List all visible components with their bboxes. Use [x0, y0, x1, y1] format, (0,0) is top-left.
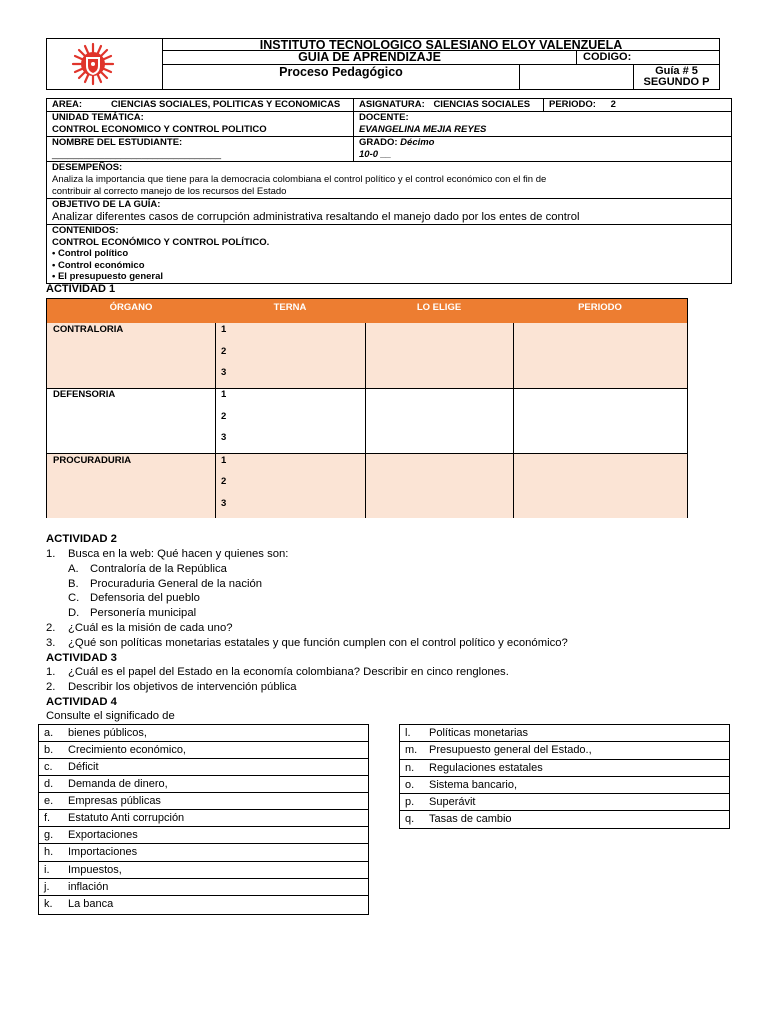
item-letter: c. — [44, 761, 53, 773]
item-letter: b. — [44, 744, 54, 756]
terna-number: 1 — [221, 324, 227, 335]
segundo-periodo: SEGUNDO P — [643, 76, 710, 88]
table-row-defensoria — [47, 388, 687, 453]
item-letter: f. — [44, 812, 51, 824]
actividad4-intro: Consulte el significado de — [46, 710, 175, 722]
terna-number: 1 — [221, 455, 227, 466]
col-divider — [215, 323, 216, 518]
list-item — [400, 794, 729, 811]
act2-q1-num: 1. — [46, 548, 56, 560]
list-item — [400, 760, 729, 777]
contenidos-item: • Control político — [52, 248, 129, 259]
sub-item: Contraloría de la República — [90, 563, 227, 575]
act2-q2: ¿Cuál es la misión de cada uno? — [68, 622, 233, 634]
item-term: Presupuesto general del Estado., — [429, 744, 592, 756]
item-letter: l. — [405, 727, 411, 739]
table-header — [47, 299, 687, 323]
nombre-label: NOMBRE DEL ESTUDIANTE: — [52, 137, 183, 148]
docente-value: EVANGELINA MEJIA REYES — [359, 124, 487, 135]
terna-number: 1 — [221, 389, 227, 400]
terms-list-right — [399, 724, 730, 829]
sub-letter: A. — [68, 563, 79, 575]
info-row-objetivo — [47, 199, 731, 225]
codigo-label: CODIGO: — [583, 51, 632, 63]
contenidos-title: CONTROL ECONÓMICO Y CONTROL POLÍTICO. — [52, 236, 270, 248]
area-value: CIENCIAS SOCIALES, POLITICAS Y ECONOMICAS — [111, 99, 341, 110]
item-term: Estatuto Anti corrupción — [68, 812, 185, 824]
desempenos-line1: Analiza la importancia que tiene para la democracia colombiana el control político y el control económico con el fin de — [52, 174, 547, 185]
item-letter: h. — [44, 846, 54, 858]
item-letter: p. — [405, 796, 415, 808]
sub-letter: C. — [68, 592, 80, 604]
item-term: Políticas monetarias — [429, 727, 529, 739]
list-item — [39, 827, 368, 844]
info-row-contenidos — [47, 225, 731, 283]
list-item — [39, 879, 368, 896]
act2-q3-num: 3. — [46, 637, 56, 649]
actividad3-label — [46, 652, 117, 664]
item-term: bienes públicos, — [68, 727, 147, 739]
item-term: Regulaciones estatales — [429, 762, 543, 774]
terna-number: 3 — [221, 432, 227, 443]
item-term: La banca — [68, 898, 114, 910]
terna-number: 2 — [221, 346, 227, 357]
info-table — [46, 98, 732, 284]
list-item — [400, 811, 729, 828]
unidad-value: CONTROL ECONOMICO Y CONTROL POLITICO — [52, 124, 267, 135]
blank-cell — [519, 65, 633, 89]
item-letter: m. — [405, 744, 418, 756]
guide-number: Guía # 5 — [655, 65, 698, 77]
contenidos-item: • El presupuesto general — [52, 271, 164, 282]
periodo-value: 2 — [610, 99, 616, 110]
list-item — [39, 844, 368, 862]
table-row-contraloria — [47, 323, 687, 388]
terna-number: 2 — [221, 411, 227, 422]
asignatura-value: CIENCIAS SOCIALES — [433, 99, 531, 110]
item-term: Déficit — [68, 761, 99, 773]
row-divider — [47, 388, 687, 389]
asignatura-label: ASIGNATURA: — [359, 99, 425, 110]
row-divider — [47, 453, 687, 454]
logo-cell — [47, 39, 163, 89]
col-divider — [513, 323, 514, 518]
actividad2-label — [46, 533, 117, 545]
list-item — [39, 810, 368, 827]
objetivo-label: OBJETIVO DE LA GUÍA: — [52, 199, 161, 210]
act2-q1: Busca en la web: Qué hacen y quienes son: — [68, 548, 289, 560]
header-row-process — [163, 65, 719, 89]
act3-q1: ¿Cuál es el papel del Estado en la economía colombiana? Describir en cinco renglones. — [68, 666, 509, 678]
grado-value: Décimo — [400, 137, 435, 148]
guide-number-cell — [633, 65, 719, 89]
terms-list-left — [38, 724, 369, 915]
asignatura-cell — [353, 99, 543, 111]
institution-name: INSTITUTO TECNOLOGICO SALESIANO ELOY VALENZUELA — [163, 39, 719, 51]
col-terna: TERNA — [273, 302, 307, 313]
organ-name: DEFENSORIA — [53, 389, 116, 400]
periodo-label: PERIODO: — [549, 99, 596, 110]
actividad4-label — [46, 696, 117, 708]
process-title: Proceso Pedagógico — [279, 65, 403, 79]
info-row-area — [47, 99, 731, 112]
docente-label: DOCENTE: — [359, 112, 409, 123]
item-term: Demanda de dinero, — [68, 778, 168, 790]
list-item — [400, 742, 729, 760]
item-term: inflación — [68, 881, 109, 893]
col-periodo: PERIODO — [578, 302, 622, 313]
item-letter: n. — [405, 762, 415, 774]
item-letter: d. — [44, 778, 54, 790]
item-letter: o. — [405, 779, 415, 791]
actividad4-title: ACTIVIDAD 4 — [46, 696, 117, 708]
nombre-cell — [47, 137, 353, 161]
terna-number: 2 — [221, 476, 227, 487]
item-letter: g. — [44, 829, 54, 841]
header-row-guide — [163, 51, 719, 65]
actividad3-title: ACTIVIDAD 3 — [46, 652, 117, 664]
sub-item: Procuraduria General de la nación — [90, 578, 263, 590]
act3-q1-num: 1. — [46, 666, 56, 678]
unidad-label: UNIDAD TEMÁTICA: — [52, 112, 144, 123]
item-term: Impuestos, — [68, 864, 122, 876]
sub-letter: B. — [68, 578, 79, 590]
contenidos-item: • Control económico — [52, 259, 145, 271]
organ-name: PROCURADURIA — [53, 455, 132, 466]
document-header — [46, 38, 720, 90]
objetivo-value: Analizar diferentes casos de corrupción administrativa resaltando el manejo dado por los entes de control — [52, 211, 580, 223]
list-item — [400, 777, 729, 794]
item-term: Empresas públicas — [68, 795, 161, 807]
area-label: AREA: — [52, 99, 83, 110]
item-letter: k. — [44, 898, 53, 910]
list-item — [39, 725, 368, 742]
grado-cell — [353, 137, 731, 161]
info-row-desempenos — [47, 162, 731, 199]
desempenos-label: DESEMPEÑOS: — [52, 162, 123, 173]
guide-title: GUIA DE APRENDIZAJE — [163, 51, 577, 64]
item-term: Exportaciones — [68, 829, 138, 841]
act2-q2-num: 2. — [46, 622, 56, 634]
grado-label: GRADO: — [359, 137, 398, 148]
docente-cell — [353, 112, 731, 136]
area-cell — [47, 99, 353, 111]
list-item — [39, 776, 368, 793]
grado-group: 10-0 __ — [359, 149, 392, 160]
sub-letter: D. — [68, 607, 80, 619]
col-divider — [365, 323, 366, 518]
actividad2-title: ACTIVIDAD 2 — [46, 533, 117, 545]
sub-item: Personería municipal — [90, 607, 197, 619]
item-term: Importaciones — [68, 846, 138, 858]
info-row-nombre — [47, 137, 731, 162]
col-organo: ÓRGANO — [109, 302, 153, 313]
list-item — [39, 862, 368, 879]
item-letter: j. — [44, 881, 50, 893]
item-term: Superávit — [429, 796, 476, 808]
list-item — [400, 725, 729, 742]
item-letter: q. — [405, 813, 415, 825]
item-letter: i. — [44, 864, 50, 876]
actividad1-table — [46, 298, 688, 518]
salesian-shield-emblem-icon — [69, 41, 117, 87]
info-row-unidad — [47, 112, 731, 137]
nombre-blank[interactable]: ________________________________ — [52, 149, 222, 160]
terna-number: 3 — [221, 498, 227, 509]
organ-name: CONTRALORIA — [53, 324, 124, 335]
sub-item: Defensoria del pueblo — [90, 592, 200, 604]
table-row-procuraduria — [47, 453, 687, 518]
item-term: Tasas de cambio — [429, 813, 512, 825]
item-term: Crecimiento económico, — [68, 744, 186, 756]
item-term: Sistema bancario, — [429, 779, 518, 791]
list-item — [39, 759, 368, 776]
list-item — [39, 793, 368, 810]
desempenos-line2: contribuir al correcto manejo de los recursos del Estado — [52, 186, 287, 197]
item-letter: a. — [44, 727, 54, 739]
actividad1-label: ACTIVIDAD 1 — [46, 283, 116, 295]
terna-number: 3 — [221, 367, 227, 378]
contenidos-label: CONTENIDOS: — [52, 225, 119, 236]
act2-q3: ¿Qué son políticas monetarias estatales y que función cumplen con el control político y económico? — [68, 637, 568, 649]
act3-q2: Describir los objetivos de intervención pública — [68, 681, 297, 693]
list-item — [39, 742, 368, 759]
act3-q2-num: 2. — [46, 681, 56, 693]
periodo-cell — [543, 99, 731, 111]
col-lo-elige: LO ELIGE — [416, 302, 462, 313]
unidad-cell — [47, 112, 353, 136]
list-item — [39, 896, 368, 914]
item-letter: e. — [44, 795, 54, 807]
